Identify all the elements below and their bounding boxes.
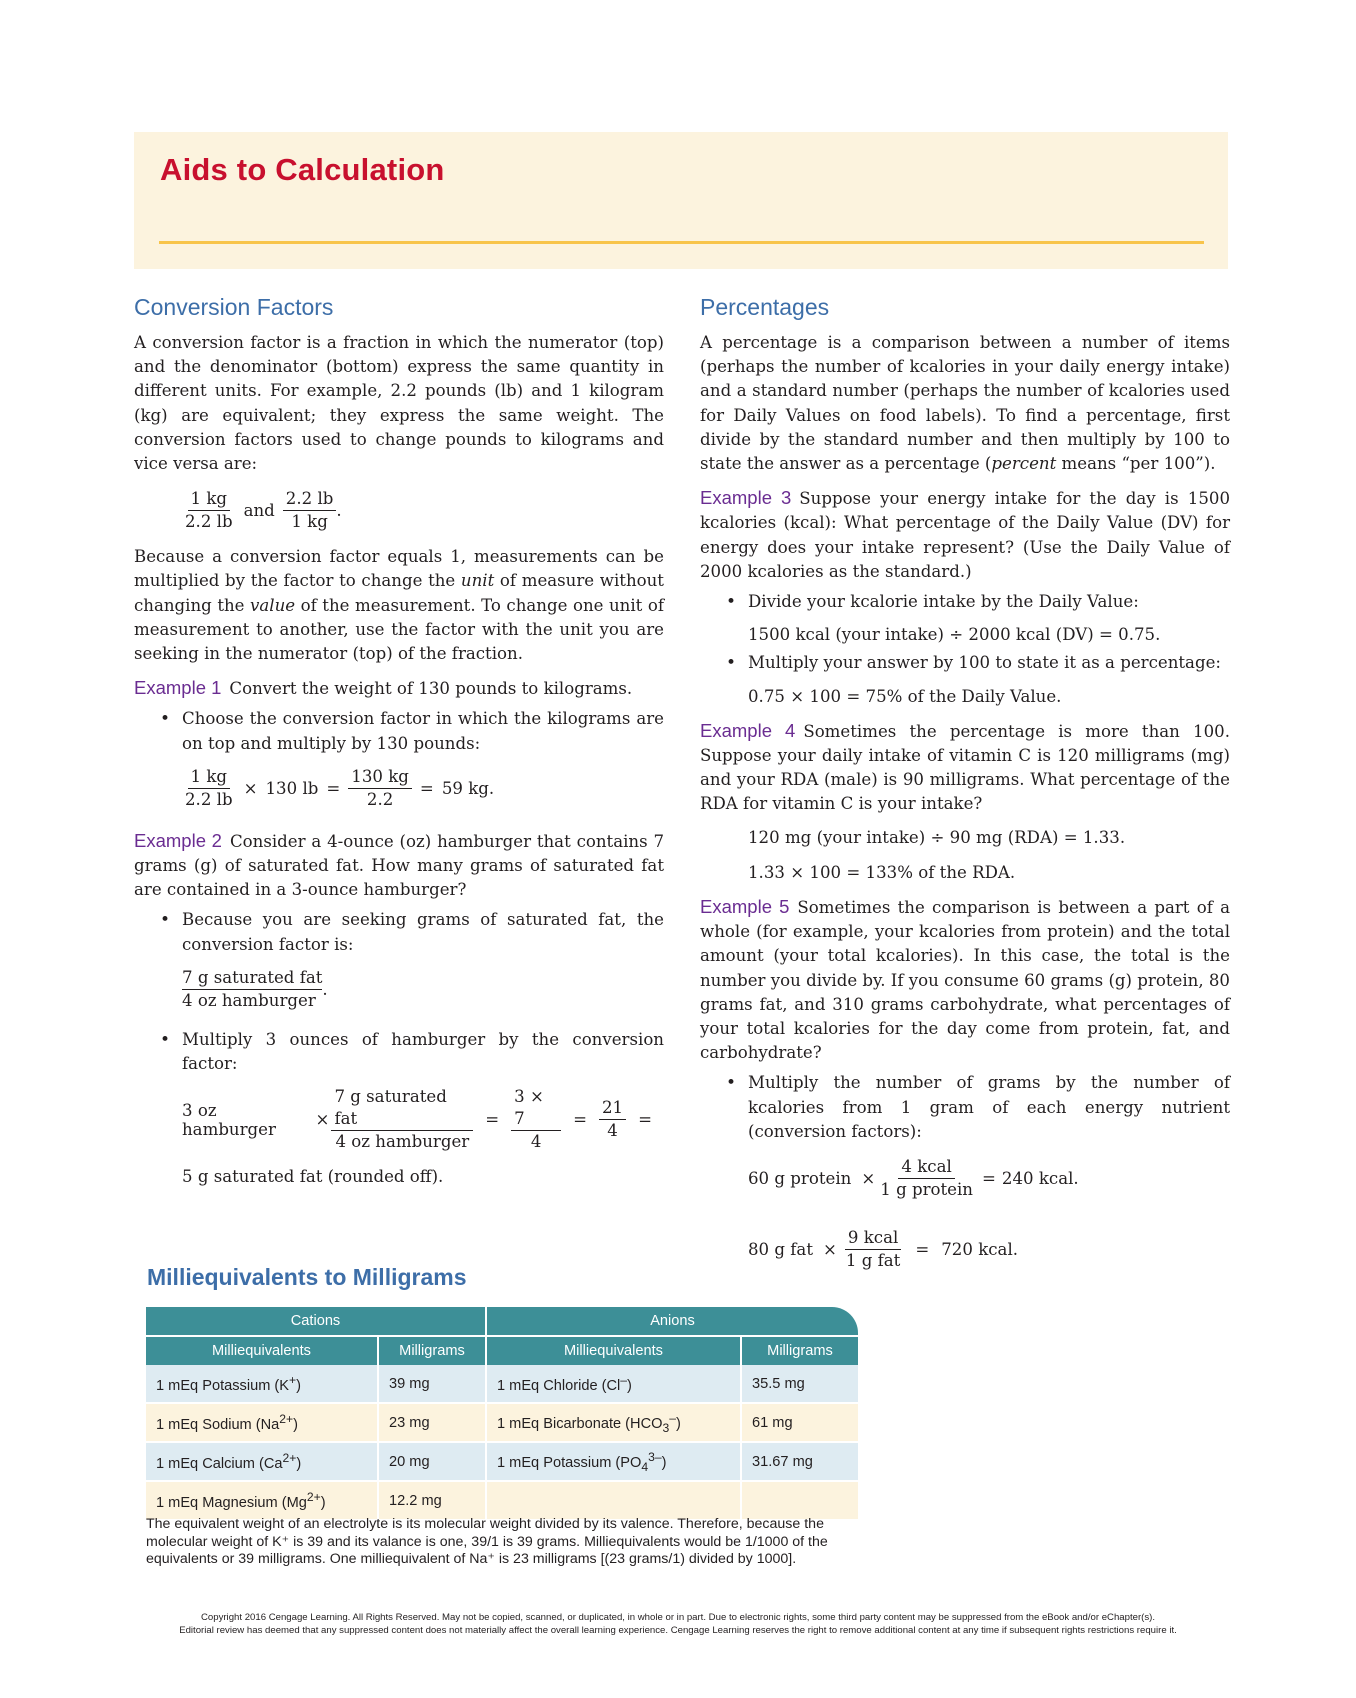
fraction-denominator: 4 oz hamburger — [182, 990, 316, 1010]
cation-text: ) — [296, 1455, 302, 1472]
charge: 2+ — [306, 1490, 321, 1505]
conversion-factors-equation — [182, 488, 664, 533]
equals-sign: = — [982, 1169, 996, 1189]
page-title: Aids to Calculation — [160, 152, 445, 187]
anion-text: 1 mEq Bicarbonate (HCO — [497, 1415, 663, 1432]
charge: 2+ — [279, 1412, 294, 1427]
anion-mg-empty — [741, 1481, 858, 1519]
table-row — [146, 1481, 858, 1519]
anion-cell-empty — [486, 1481, 741, 1519]
list-item: • Because you are seeking grams of saturated fat, the conversion factor is: — [134, 908, 664, 956]
conversion-paragraph-2 — [134, 545, 664, 666]
cation-text: ) — [320, 1494, 326, 1511]
example-text: Sometimes the percentage is more than 100. Suppose your daily intake of vitamin C is 120 milligrams (mg) and your RDA (male) is 90 milligrams. What percentage of the RDA for vitamin C is your intake? — [700, 721, 1230, 814]
percentages-section — [700, 294, 1230, 1272]
charge: 2+ — [282, 1451, 297, 1466]
anions-meq-header: Milliequivalents — [486, 1336, 741, 1365]
list-item: • Multiply the number of grams by the number of kcalories from 1 gram of each energy nutrient (conversion factors): — [700, 1071, 1230, 1144]
equals-sign: = — [573, 1110, 587, 1130]
cation-mg: 23 mg — [378, 1403, 486, 1442]
cations-header: Cations — [146, 1307, 486, 1336]
fraction-numerator: 1 kg — [188, 488, 231, 511]
fraction — [877, 1156, 976, 1201]
cation-text: 1 mEq Sodium (Na — [156, 1416, 280, 1433]
milliequivalents-table — [146, 1307, 858, 1519]
cation-cell — [146, 1442, 378, 1481]
text-run: Because a conversion factor equals 1, measurements can be multiplied by the factor to change the — [134, 547, 664, 591]
cation-text: ) — [293, 1416, 299, 1433]
cation-mg: 12.2 mg — [378, 1481, 486, 1519]
fraction-denominator: 2.2 — [366, 789, 394, 809]
example-5-equation-1 — [748, 1156, 1230, 1201]
fraction-numerator: 4 kcal — [898, 1156, 954, 1179]
example-text: Consider a 4-ounce (oz) hamburger that contains 7 grams (g) of saturated fat. How many grams of saturated fat are contained in a 3-ounce hamburger? — [134, 831, 664, 900]
anions-mg-header: Milligrams — [741, 1336, 858, 1365]
example-1-steps — [134, 707, 664, 755]
anion-text: ) — [661, 1454, 667, 1471]
fraction-denominator: 4 — [530, 1132, 542, 1152]
footer-line-1: Copyright 2016 Cengage Learning. All Rights Reserved. May not be copied, scanned, or duplicated, in whole or in part. Due to electronic rights, some third party content may be suppressed from the eBook and/or eChapter(s). — [200, 1612, 1156, 1623]
cation-cell — [146, 1403, 378, 1442]
fraction-denominator: 1 g protein — [880, 1180, 973, 1200]
text-run: of measure without changing the — [134, 571, 664, 615]
equals-sign: = — [485, 1110, 500, 1130]
table-row — [146, 1442, 858, 1481]
cation-text: 1 mEq Potassium (K — [156, 1377, 290, 1394]
equals-sign: = — [326, 778, 341, 798]
anion-text: ) — [676, 1415, 681, 1432]
cation-mg: 39 mg — [378, 1365, 486, 1403]
emphasis-value: value — [250, 595, 296, 615]
percentages-heading: Percentages — [700, 294, 830, 320]
example-5-steps — [700, 1071, 1230, 1144]
fraction-denominator: 2.2 lb — [185, 512, 233, 532]
example-3-steps — [700, 590, 1230, 614]
example-3-equation-2: 0.75 × 100 = 75% of the Daily Value. — [748, 686, 1062, 706]
example-label: Example 3 — [700, 487, 792, 509]
example-1 — [134, 676, 664, 701]
example-5 — [700, 895, 1230, 1065]
cations-meq-header: Milliequivalents — [146, 1336, 378, 1365]
copyright-footer — [100, 1611, 1256, 1637]
times-sign: × — [243, 778, 258, 798]
example-text: Sometimes the comparison is between a part of a whole (for example, your kcalories from protein) and the total amount (your total kcalories). In this case, the total is the number you divide by. If you consume 60 grams (g) protein, 80 grams fat, and 310 grams carbohydrate, what percentages of your total kcalories for the day come from protein, fat, and carbohydrate? — [700, 898, 1231, 1063]
example-label: Example 2 — [134, 829, 222, 851]
equals-sign: = — [638, 1110, 652, 1130]
multiplier: 130 lb — [265, 778, 319, 798]
example-2-steps — [134, 908, 664, 956]
fraction-numerator: 130 kg — [348, 766, 412, 789]
and-text: and — [243, 501, 275, 521]
example-2-steps-2 — [134, 1028, 664, 1076]
table-row — [146, 1403, 858, 1442]
example-5-equation-2 — [748, 1227, 1230, 1272]
example-label: Example 5 — [700, 896, 790, 918]
fraction-numerator: 7 g saturated fat — [331, 1086, 473, 1131]
anion-text: 1 mEq Potassium (PO — [497, 1454, 642, 1471]
fraction-denominator: 1 kg — [291, 512, 328, 532]
fraction-denominator: 4 — [607, 1121, 618, 1141]
example-3 — [700, 486, 1230, 584]
fraction-denominator: 1 g fat — [845, 1251, 901, 1271]
anion-text: 1 mEq Chloride (Cl — [497, 1377, 621, 1394]
example-2-equation — [182, 1086, 664, 1153]
fraction-numerator: 7 g saturated fat — [182, 967, 322, 990]
factor-kg-per-lb — [182, 488, 236, 533]
example-2-factor — [182, 967, 664, 1012]
fraction-numerator: 9 kcal — [845, 1227, 901, 1250]
title-underline — [159, 241, 1204, 244]
example-label: Example 4 — [700, 719, 796, 741]
cation-text: 1 mEq Calcium (Ca — [156, 1455, 283, 1472]
example-4-equation-2: 1.33 × 100 = 133% of the RDA. — [748, 862, 1016, 882]
lhs: 3 oz hamburger — [182, 1100, 276, 1139]
lhs: 60 g protein — [748, 1169, 852, 1189]
equals-sign: = — [419, 778, 434, 798]
footer-line-2: Editorial review has deemed that any suppressed content does not materially affect the overall learning experience. Cengage Learning reserves the right to remove additional content at any time if subsequent rights restrictions require it. — [179, 1625, 1177, 1636]
anion-cell — [486, 1442, 741, 1481]
example-4 — [700, 719, 1230, 817]
table-title: Milliequivalents to Milligrams — [147, 1264, 467, 1290]
anion-cell — [486, 1365, 741, 1403]
anion-mg: 35.5 mg — [741, 1365, 858, 1403]
fraction-denominator: 2.2 lb — [185, 789, 233, 809]
cation-text: 1 mEq Magnesium (Mg — [156, 1494, 307, 1511]
fraction — [511, 1086, 561, 1153]
example-2-result: 5 g saturated fat (rounded off). — [182, 1167, 444, 1187]
table-row — [146, 1365, 858, 1403]
fraction-numerator: 3 × 7 — [511, 1086, 561, 1131]
text-run: of the measurement. To change one unit of measurement to another, use the factor with the unit you are seeking in the numerator (top) of the fraction. — [134, 595, 664, 664]
fraction-denominator: 4 oz hamburger — [335, 1132, 470, 1152]
fraction — [182, 766, 236, 811]
example-text: Convert the weight of 130 pounds to kilograms. — [229, 679, 633, 699]
times-sign: × — [861, 1169, 876, 1189]
fraction-numerator: 21 — [599, 1097, 626, 1120]
charge: + — [289, 1373, 297, 1388]
anion-text: ) — [627, 1377, 632, 1394]
times-sign: × — [315, 1110, 330, 1130]
result: 59 kg. — [441, 778, 495, 798]
result: 720 kcal. — [941, 1240, 1019, 1260]
anion-mg: 31.67 mg — [741, 1442, 858, 1481]
fraction — [599, 1097, 626, 1142]
header-banner — [134, 132, 1228, 269]
factor-lb-per-kg — [283, 488, 337, 533]
equals-sign: = — [915, 1240, 930, 1260]
fraction — [348, 766, 412, 811]
example-1-equation — [182, 766, 664, 811]
example-2 — [134, 829, 664, 903]
emphasis-unit: unit — [460, 571, 495, 591]
fraction-numerator: 2.2 lb — [283, 488, 337, 511]
example-4-equation-1: 120 mg (your intake) ÷ 90 mg (RDA) = 1.33. — [748, 827, 1126, 847]
fraction — [331, 1086, 473, 1153]
list-item: • Multiply 3 ounces of hamburger by the conversion factor: — [134, 1028, 664, 1076]
subscript: 4 — [641, 1459, 649, 1474]
subscript: 3 — [662, 1420, 670, 1435]
example-3-equation-1: 1500 kcal (your intake) ÷ 2000 kcal (DV) = 0.75. — [748, 625, 1161, 645]
cations-mg-header: Milligrams — [378, 1336, 486, 1365]
charge: – — [669, 1410, 676, 1425]
anion-mg: 61 mg — [741, 1403, 858, 1442]
percentages-intro — [700, 331, 1230, 476]
list-item: • Choose the conversion factor in which the kilograms are on top and multiply by 130 pounds: — [134, 707, 664, 755]
result: 240 kcal. — [1001, 1169, 1079, 1189]
list-item: • Multiply your answer by 100 to state it as a percentage: — [700, 651, 1230, 675]
example-label: Example 1 — [134, 677, 222, 699]
charge: – — [620, 1373, 628, 1388]
cation-cell — [146, 1481, 378, 1519]
text-run: A percentage is a comparison between a number of items (perhaps the number of kcalories in your daily energy intake) and a standard number (perhaps the number of kcalories used for Daily Values on food labels). To find a percentage, first divide by the standard number and then multiply by 100 to state the answer as a percentage ( — [700, 333, 1230, 474]
cation-mg: 20 mg — [378, 1442, 486, 1481]
fraction — [843, 1227, 903, 1272]
anion-cell — [486, 1403, 741, 1442]
conversion-intro: A conversion factor is a fraction in which the numerator (top) and the denominator (bottom) express the same quantity in different units. For example, 2.2 pounds (lb) and 1 kilogram (kg) are equivalent; they express the same weight. The conversion factors used to change pounds to kilograms and vice versa are: — [134, 333, 664, 474]
charge: 3– — [648, 1449, 662, 1464]
conversion-factors-section — [134, 294, 664, 1189]
milliequivalents-table-wrapper — [146, 1307, 858, 1519]
text-run: means “per 100”). — [1056, 454, 1216, 474]
conversion-heading: Conversion Factors — [134, 294, 334, 320]
list-item: • Divide your kcalorie intake by the Daily Value: — [700, 590, 1230, 614]
example-3-steps-2 — [700, 651, 1230, 675]
times-sign: × — [823, 1240, 837, 1260]
cation-text: ) — [296, 1377, 301, 1394]
lhs: 80 g fat — [748, 1240, 813, 1260]
emphasis-percent: percent — [991, 454, 1057, 474]
fraction — [182, 967, 322, 1012]
cation-cell — [146, 1365, 378, 1403]
fraction-numerator: 1 kg — [188, 766, 231, 789]
period: . — [336, 501, 342, 521]
example-text: Suppose your energy intake for the day is 1500 kcalories (kcal): What percentage of the Daily Value (DV) for energy does your intake represent? (Use the Daily Value of 2000 kcalories as the standard.) — [700, 489, 1231, 581]
period: . — [322, 979, 328, 999]
table-note: The equivalent weight of an electrolyte is its molecular weight divided by its valence. Therefore, because the molecular weight of K⁺ is 39 and its valance is one, 39/1 is 39 grams. Milliequivalents would be 1/1000 of the equivalents or 39 milligrams. One milliequivalent of Na⁺ is 23 milligrams [(23 grams/1) divided by 1000]. — [146, 1516, 828, 1567]
anions-header: Anions — [486, 1307, 858, 1336]
